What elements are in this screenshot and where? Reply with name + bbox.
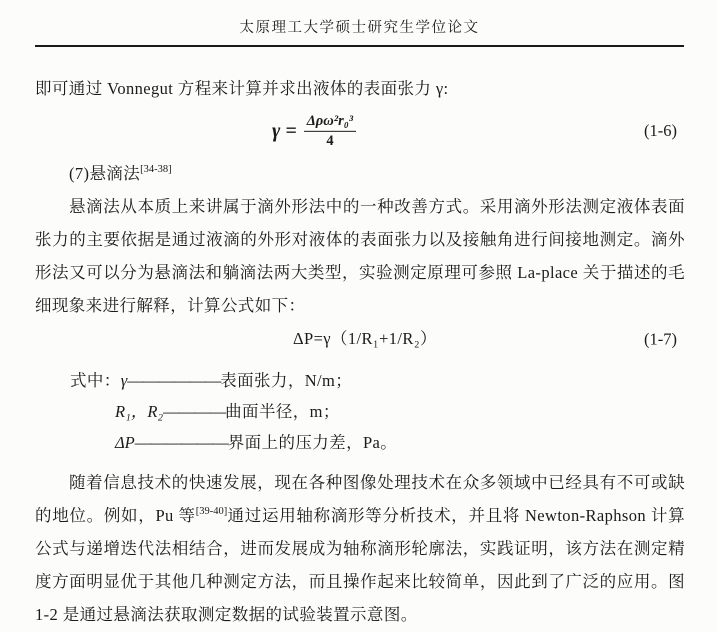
equation-1-6-number: (1-6) [644, 121, 677, 140]
paragraph-1-line-2: 张力的主要依据是通过液滴的外形对液体的表面张力以及接触角进行间接地测定。滴外 [35, 230, 685, 249]
citation-ref-39-40: [39-40] [195, 506, 228, 517]
page-header [35, 16, 684, 47]
fraction-numerator: Δρω²r₀³ [304, 113, 356, 132]
definition-dashes: —————— [134, 433, 228, 452]
equation-1-7-number: (1-7) [644, 329, 677, 348]
paragraph-1 [35, 190, 685, 322]
paragraph-2-line-2-pre: 的地位。例如，Pu 等 [35, 506, 196, 525]
symbol-r1-r2: R₁，R₂ [115, 402, 164, 421]
intro-line: 即可通过 Vonnegut 方程来计算并求出液体的表面张力 γ: [35, 79, 449, 98]
section-heading-label: (7)悬滴法 [69, 164, 141, 183]
paragraph-2-line-1: 随着信息技术的快速发展，现在各种图像处理技术在众多领域中已经具有不可或缺 [69, 473, 685, 492]
header-title: 太原理工大学硕士研究生学位论文 [239, 20, 480, 36]
paragraph-1-line-1: 悬滴法从本质上来讲属于滴外形法中的一种改善方式。采用滴外形法测定液体表面 [69, 197, 685, 216]
equation-1-7 [35, 322, 685, 355]
equation-1-7-formula: ΔP=γ（1/R₁+1/R₂） [293, 329, 437, 348]
equation-1-6 [35, 105, 685, 157]
paragraph-1-line-3: 形法又可以分为悬滴法和躺滴法两大类型，实验测定原理可参照 La-place 关于描述的毛 [35, 263, 685, 282]
fraction-denominator: 4 [326, 132, 334, 149]
paragraph-2-line-3: 公式与递增迭代法相结合，进而发展成为轴称滴形轮廓法，实践证明，该方法在测定精 [35, 539, 685, 558]
definition-delta-p-desc: 界面上的压力差，Pa。 [227, 433, 398, 452]
paragraph-2-line-2 [35, 499, 685, 532]
definition-dashes: —————— [127, 371, 221, 390]
equation-1-6-formula [272, 113, 356, 149]
paragraph-2-line-2-post: 通过运用轴称滴形等分析技术，并且将 Newton-Raphson 计算 [227, 506, 685, 525]
citation-ref-34-38: [34-38] [140, 164, 172, 175]
equation-1-6-fraction [304, 113, 356, 149]
definition-dashes: ———— [163, 402, 226, 421]
paragraph-2-line-5: 1-2 是通过悬滴法获取测定数据的试验装置示意图。 [35, 605, 418, 624]
paragraph-1-line-4: 细现象来进行解释，计算公式如下： [35, 296, 306, 315]
paragraph-2 [35, 466, 685, 631]
page-body [35, 72, 685, 631]
definition-radii [35, 396, 685, 427]
symbol-gamma: γ [120, 371, 128, 390]
symbol-delta-p: ΔP [115, 433, 135, 452]
definitions-lead: 式中： [70, 371, 121, 390]
definition-gamma-desc: 表面张力，N/m； [220, 371, 353, 390]
definition-delta-p [35, 427, 685, 458]
definition-gamma [35, 365, 685, 396]
definition-radii-desc: 曲面半径，m； [225, 402, 340, 421]
equation-1-6-lhs: γ = [272, 119, 297, 142]
paragraph-2-line-4: 度方面明显优于其他几种测定方法，而且操作起来比较简单，因此到了广泛的应用。图 [35, 572, 685, 591]
symbol-definitions [35, 365, 685, 458]
section-heading [35, 157, 685, 190]
